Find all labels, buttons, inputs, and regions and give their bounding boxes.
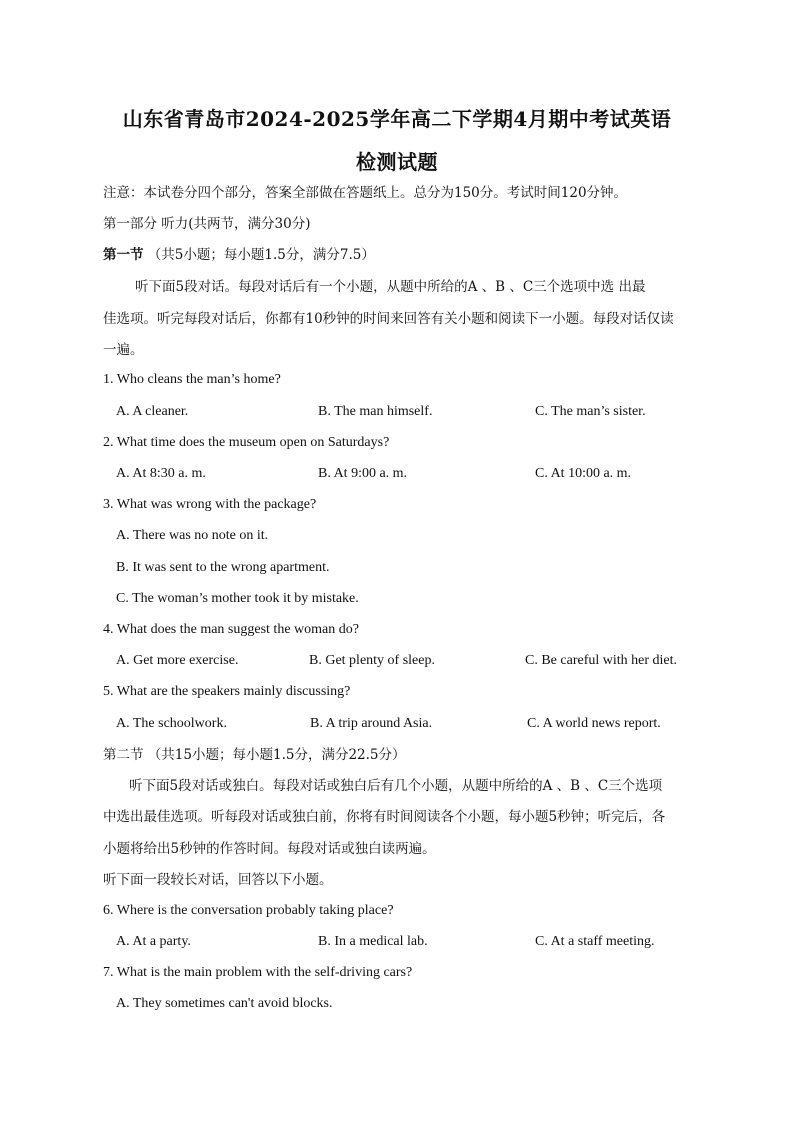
notice-text: 注意：本试卷分四个部分，答案全部做在答题纸上。总分为150分。考试时间120分钟。 — [103, 185, 628, 201]
question-2-option-b: B. At 9:00 a. m. — [318, 466, 408, 481]
question-4-option-c: C. Be careful with her diet. — [525, 653, 678, 668]
section2-instruction-line3: 小题将给出5秒钟的作答时间。每段对话或独白读两遍。 — [103, 841, 436, 857]
question-5-option-a: A. The schoolwork. — [116, 716, 227, 731]
section2-instruction-line2: 中选出最佳选项。听每段对话或独白前，你将有时间阅读各个小题，每小题5秒钟；听完后，各 — [103, 809, 666, 825]
section1-label: 第一节 — [103, 247, 144, 263]
section2-heading — [103, 746, 406, 764]
section2-sub-instruction: 听下面一段较长对话，回答以下小题。 — [103, 872, 333, 888]
question-2-option-c: C. At 10:00 a. m. — [535, 466, 632, 481]
section1-instruction-line1: 听下面5段对话。每段对话后有一个小题，从题中所给的A 、B 、C三个选项中选 出最 — [135, 279, 646, 295]
question-1-option-b: B. The man himself. — [318, 404, 433, 419]
question-7-option-a: A. They sometimes can't avoid blocks. — [116, 996, 333, 1011]
exam-title-line1: 山东省青岛市2024-2025学年高二下学期4月期中考试英语 — [122, 107, 672, 131]
question-4: 4. What does the man suggest the woman do? — [103, 622, 359, 637]
question-1-option-a: A. A cleaner. — [116, 404, 189, 419]
question-4-option-b: B. Get plenty of sleep. — [309, 653, 435, 668]
part1-heading: 第一部分 听力(共两节，满分30分) — [103, 216, 311, 232]
section1-instruction-line2: 佳选项。听完每段对话后，你都有10秒钟的时间来回答有关小题和阅读下一小题。每段对话仅读 — [103, 311, 674, 327]
question-1-option-c: C. The man’s sister. — [535, 404, 646, 419]
question-5-option-c: C. A world news report. — [527, 716, 661, 731]
question-1: 1. Who cleans the man’s home? — [103, 372, 281, 387]
section2-info: （共15小题；每小题1.5分，满分22.5分） — [147, 747, 406, 763]
question-6-option-c: C. At a staff meeting. — [535, 934, 655, 949]
question-6-option-b: B. In a medical lab. — [318, 934, 428, 949]
question-3-option-b: B. It was sent to the wrong apartment. — [116, 560, 330, 575]
exam-title-line2: 检测试题 — [356, 150, 438, 174]
question-4-option-a: A. Get more exercise. — [116, 653, 239, 668]
question-2: 2. What time does the museum open on Saturdays? — [103, 435, 390, 450]
section1-info: （共5小题；每小题1.5分，满分7.5） — [147, 247, 375, 263]
question-6: 6. Where is the conversation probably taking place? — [103, 903, 394, 918]
question-7: 7. What is the main problem with the self-driving cars? — [103, 965, 413, 980]
question-3-option-c: C. The woman’s mother took it by mistake. — [116, 591, 359, 606]
question-6-option-a: A. At a party. — [116, 934, 191, 949]
section2-instruction-line1: 听下面5段对话或独白。每段对话或独白后有几个小题，从题中所给的A 、B 、C三个选项 — [129, 778, 663, 794]
question-3-option-a: A. There was no note on it. — [116, 528, 269, 543]
question-3: 3. What was wrong with the package? — [103, 497, 317, 512]
section1-heading — [103, 246, 375, 264]
question-5-option-b: B. A trip around Asia. — [310, 716, 433, 731]
section2-label: 第二节 — [103, 747, 144, 763]
question-2-option-a: A. At 8:30 a. m. — [116, 466, 206, 481]
question-5: 5. What are the speakers mainly discussing? — [103, 684, 351, 699]
section1-instruction-line3: 一遍。 — [103, 342, 144, 358]
